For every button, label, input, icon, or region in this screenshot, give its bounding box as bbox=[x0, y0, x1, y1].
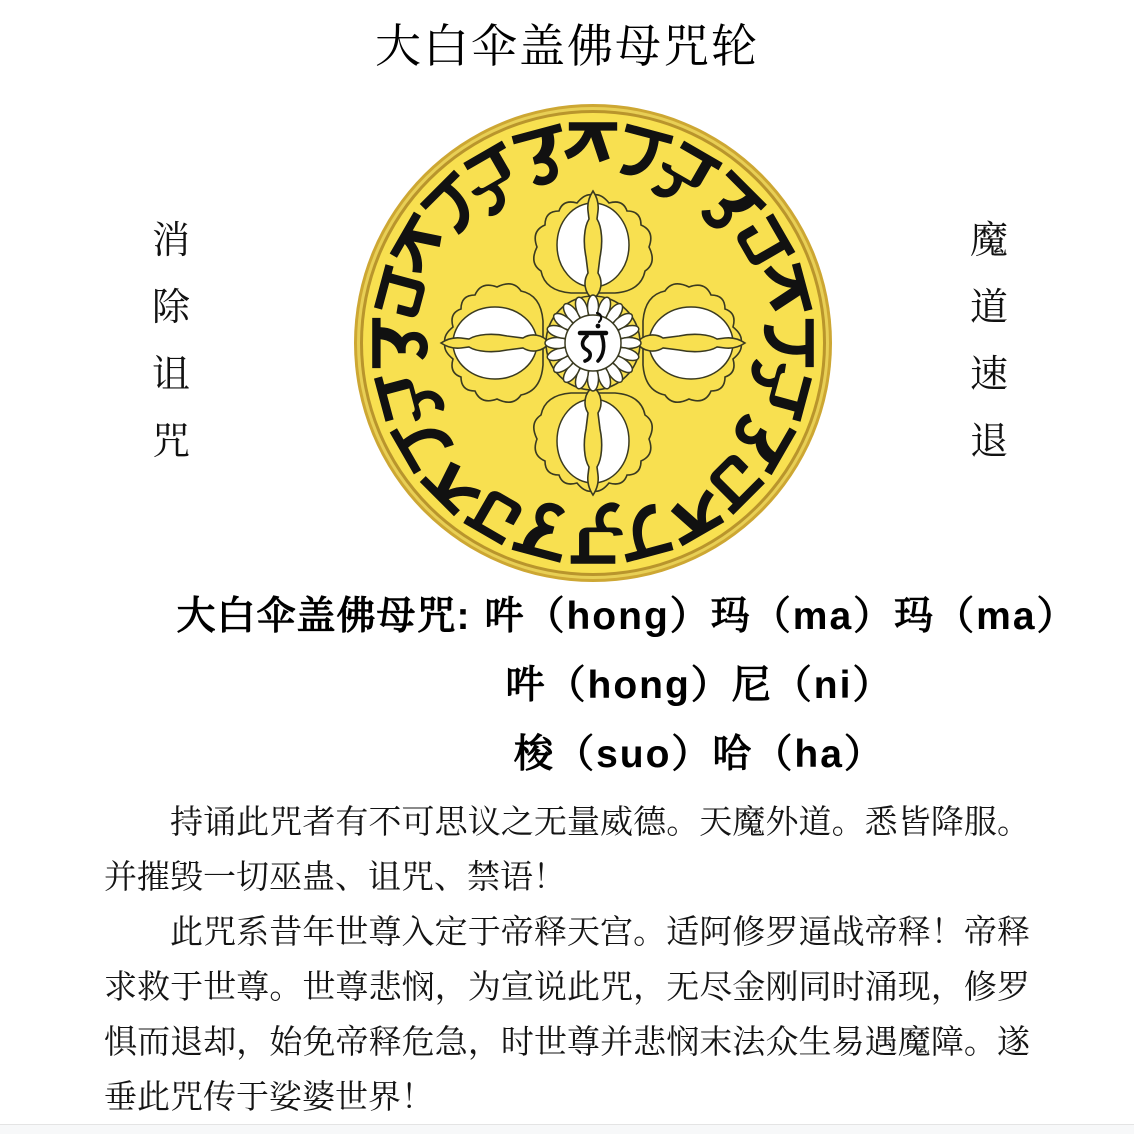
right-char-2: 道 bbox=[969, 287, 1008, 329]
page-title: 大白伞盖佛母咒轮 bbox=[375, 21, 759, 72]
hub-center-disc bbox=[565, 315, 621, 371]
paragraph-origin: 此咒系昔年世尊入定于帝释天宫。适阿修罗逼战帝释！帝释求救于世尊。世尊悲悯，为宣说此咒，无尽金刚同时涌现，修罗惧而退却，始免帝释危急，时世尊并悲悯末法众生易遇魔障。遂垂此咒传于娑婆世界！ bbox=[104, 915, 1030, 1116]
paragraph-merit: 持诵此咒者有不可思议之无量威德。天魔外道。悉皆降服。并摧毁一切巫蛊、诅咒、禁语！ bbox=[104, 805, 1030, 896]
footer-strip bbox=[0, 1124, 1134, 1134]
mantra-wheel-emblem bbox=[353, 103, 833, 583]
mantra-syllables-1: 吽（hong）玛（ma）玛（ma） bbox=[484, 595, 1078, 638]
right-side-label bbox=[968, 222, 1010, 461]
left-char-2: 除 bbox=[151, 287, 190, 329]
mantra-line-3 bbox=[0, 735, 1134, 775]
left-side-label bbox=[150, 222, 192, 461]
mantra-line-1 bbox=[0, 597, 1134, 637]
right-char-4: 退 bbox=[969, 421, 1008, 463]
left-char-3: 诅 bbox=[151, 354, 190, 396]
mantra-line-2 bbox=[0, 666, 1134, 706]
body-text bbox=[104, 796, 1030, 1126]
mantra-block bbox=[0, 597, 1134, 804]
left-char-4: 咒 bbox=[151, 421, 190, 463]
right-char-1: 魔 bbox=[969, 220, 1008, 262]
mantra-label: 大白伞盖佛母咒: bbox=[176, 595, 471, 638]
right-char-3: 速 bbox=[969, 354, 1008, 396]
left-char-1: 消 bbox=[151, 220, 190, 262]
mantra-syllables-3: 梭（suo）哈（ha） bbox=[514, 733, 885, 776]
mantra-syllables-2: 吽（hong）尼（ni） bbox=[505, 664, 894, 707]
